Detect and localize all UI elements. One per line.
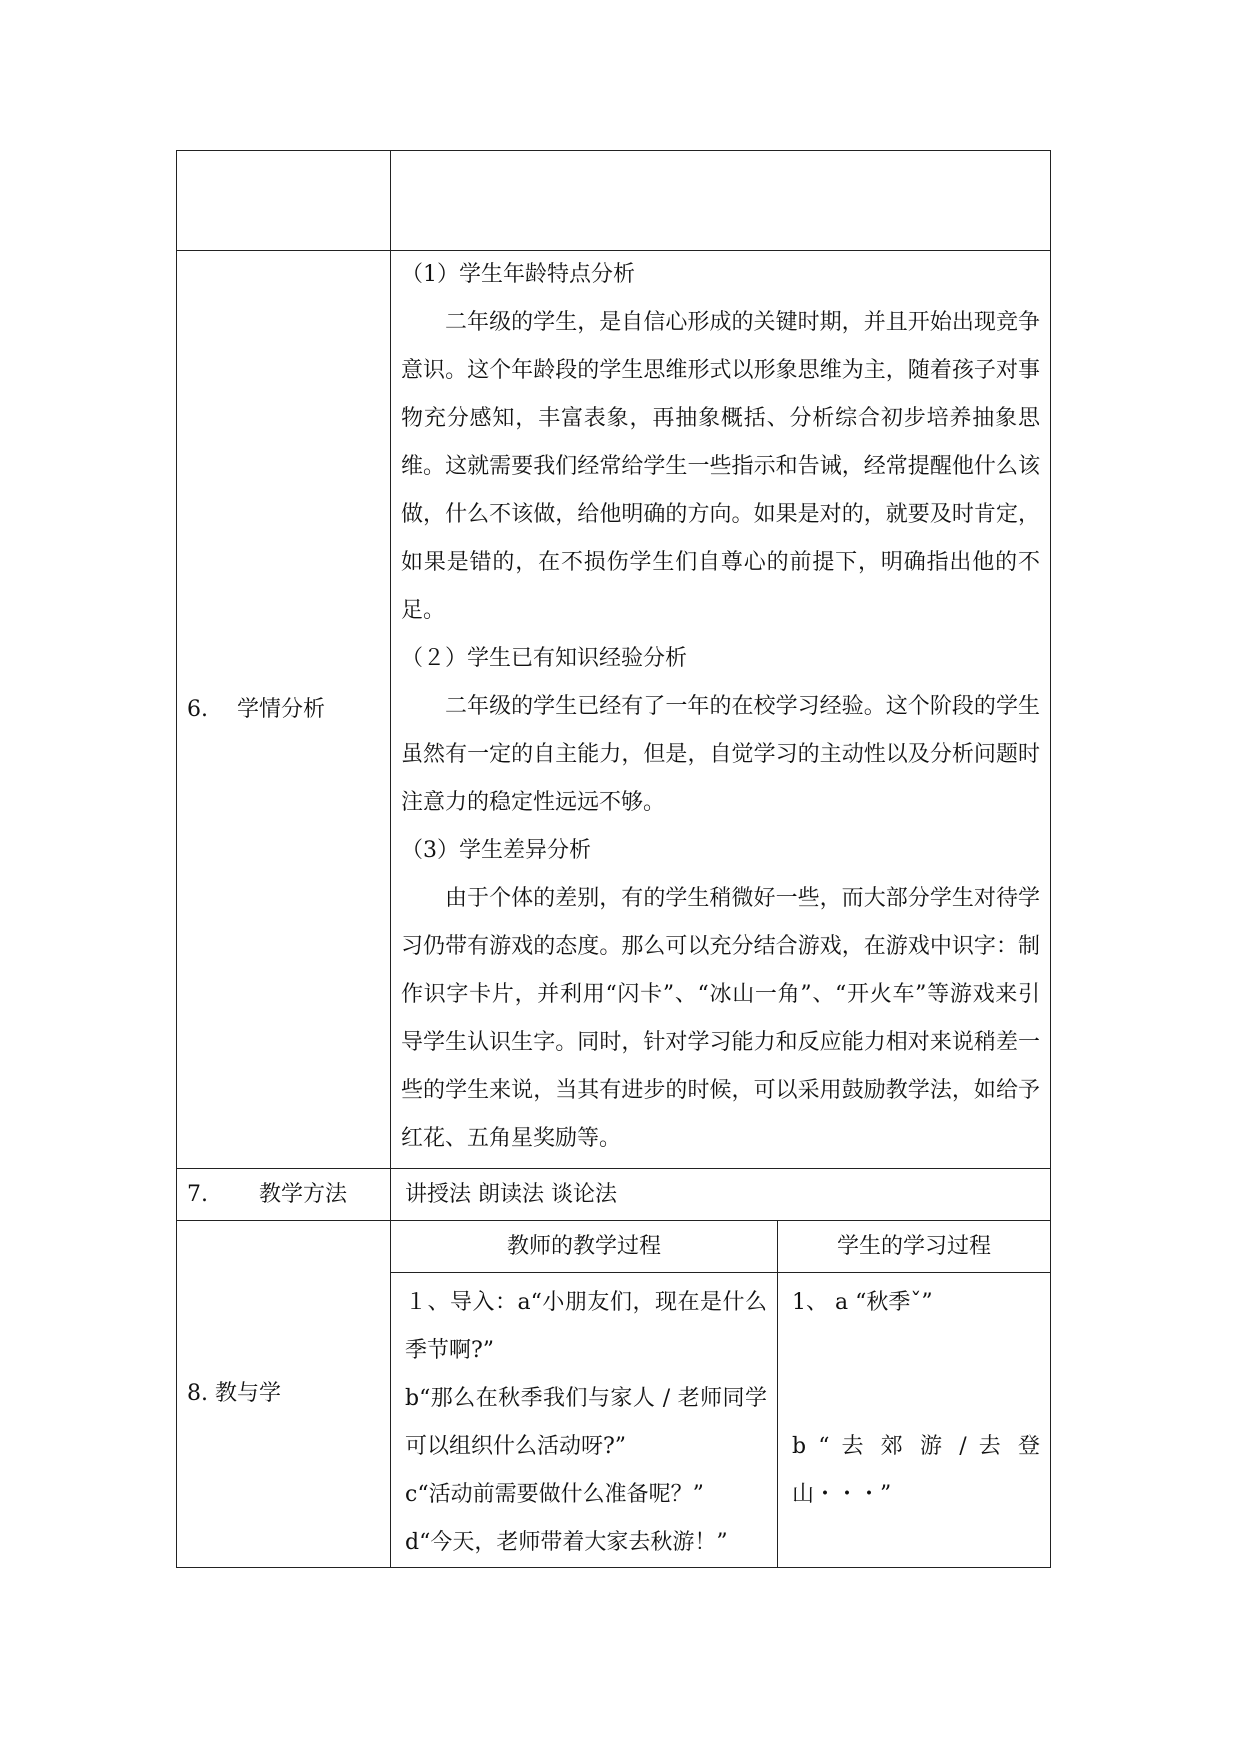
teaching-header-row	[177, 1221, 1051, 1273]
student-line: 1、 a “秋季ˇ”	[792, 1290, 933, 1315]
student-line: b “ 去 郊 游 / 去 登 山・・・”	[792, 1434, 1040, 1507]
teacher-process-header: 教师的教学过程	[391, 1221, 778, 1273]
methods-label: 7. 教学方法	[177, 1169, 391, 1221]
section-heading-difference: （3）学生差异分析	[401, 838, 591, 863]
teacher-process-cell	[391, 1273, 778, 1568]
section-body-knowledge: 二年级的学生已经有了一年的在校学习经验。这个阶段的学生虽然有一定的自主能力，但是，自觉学习的主动性以及分析问题时注意力的稳定性远远不够。	[401, 694, 1040, 815]
section-heading-knowledge: （２）学生已有知识经验分析	[401, 646, 688, 671]
section-body-difference: 由于个体的差别，有的学生稍微好一些，而大部分学生对待学习仍带有游戏的态度。那么可以充分结合游戏，在游戏中识字：制作识字卡片，并利用“闪卡”、“冰山一角”、“开火车”等游戏来引导学生认识生字。同时，针对学习能力和反应能力相对来说稍差一些的学生来说，当其有进步的时候，可以采用鼓励教学法，如给予红花、五角星奖励等。	[401, 886, 1040, 1151]
section-heading-age: （1）学生年龄特点分析	[401, 262, 635, 287]
empty-content-cell	[391, 151, 1051, 251]
teacher-line: d“今天，老师带着大家去秋游！”	[405, 1530, 728, 1555]
teacher-line: １、导入：a“小朋友们，现在是什么季节啊?”	[405, 1290, 767, 1363]
analysis-label: 6. 学情分析	[177, 251, 391, 1169]
empty-label-cell	[177, 151, 391, 251]
student-process-cell	[778, 1273, 1051, 1568]
section-body-age: 二年级的学生，是自信心形成的关键时期，并且开始出现竞争意识。这个年龄段的学生思维形式以形象思维为主，随着孩子对事物充分感知，丰富表象，再抽象概括、分析综合初步培养抽象思维。这就需要我们经常给学生一些指示和告诫，经常提醒他什么该做，什么不该做，给他明确的方向。如果是对的，就要及时肯定，如果是错的，在不损伤学生们自尊心的前提下，明确指出他的不足。	[401, 310, 1040, 623]
teacher-line: c“活动前需要做什么准备呢？”	[405, 1482, 704, 1507]
methods-content: 讲授法 朗读法 谈论法	[391, 1169, 1051, 1221]
teacher-line: b“那么在秋季我们与家人 / 老师同学可以组织什么活动呀?”	[405, 1386, 767, 1459]
lesson-plan-table	[176, 150, 1051, 1568]
analysis-row	[177, 251, 1051, 1169]
analysis-content	[391, 251, 1051, 1169]
methods-row	[177, 1169, 1051, 1221]
teaching-label: 8. 教与学	[177, 1221, 391, 1568]
empty-row	[177, 151, 1051, 251]
student-process-header: 学生的学习过程	[778, 1221, 1051, 1273]
lesson-plan-page	[176, 150, 1051, 1568]
